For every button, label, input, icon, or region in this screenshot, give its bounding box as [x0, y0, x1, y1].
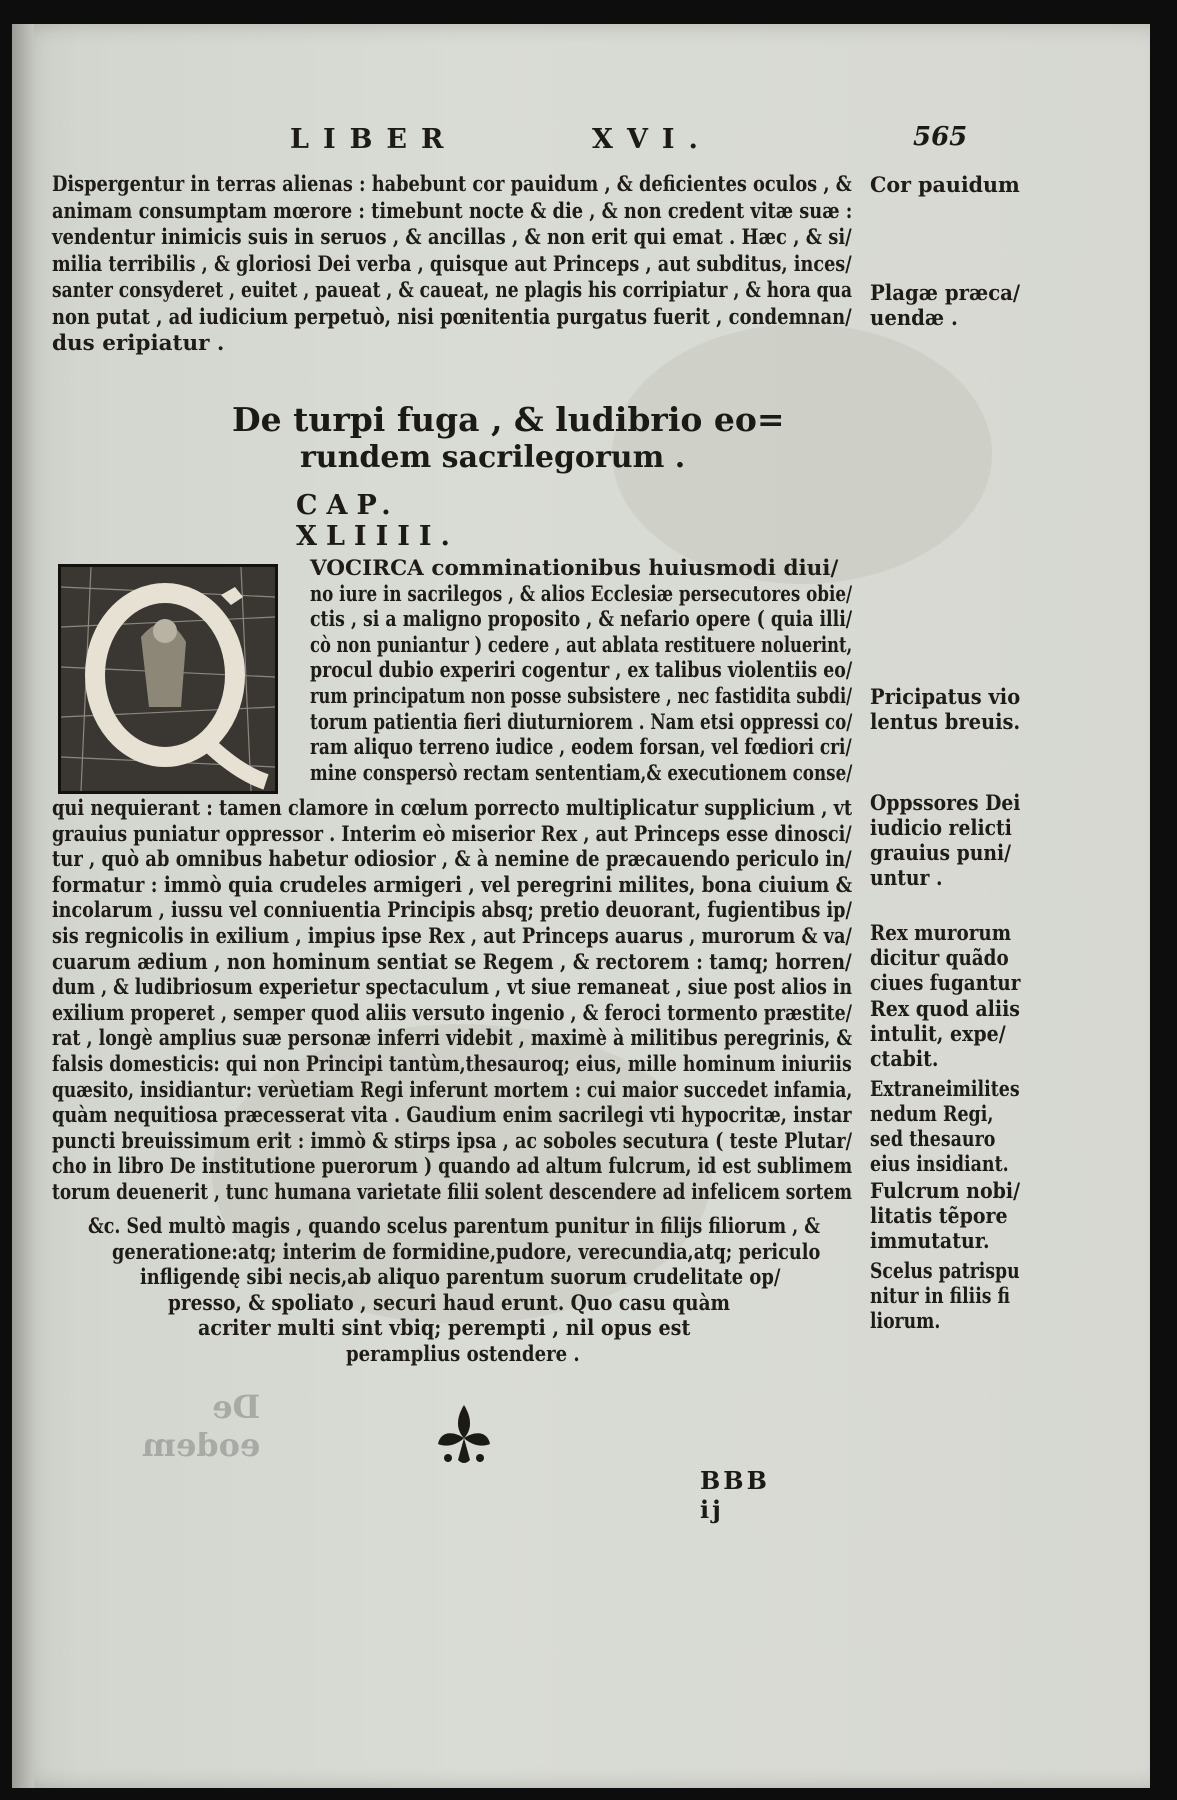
text-line: peramplius ostendere . [346, 1342, 580, 1367]
text-line: cho in libro De institutione puerorum ) quando ad altum fulcrum, id est sublimem [52, 1154, 853, 1180]
text-line: quàm nequitiosa præcesserat vita . Gaudium enim sacrilegi vti hypocritæ, instar [52, 1103, 852, 1129]
text-line: dus eripiatur . [52, 331, 225, 356]
text-line: rum principatum non posse subsistere , nec fastidita subdi/ [310, 684, 853, 709]
text-line: tur , quò ab omnibus habetur odiosior , & à nemine de præcauendo periculo in/ [52, 847, 852, 873]
margin-note: Cor pauidum [870, 172, 1020, 197]
text-line: ram aliquo terreno iudice , eodem forsan, vel fœdiori cri/ [310, 735, 852, 761]
text-line: non putat , ad iudicium perpetuò, nisi pœnitentia purgatus fuerit , condemnan/ [52, 304, 852, 330]
text-line: generatione:atq; interim de formidine,pudore, verecundia,atq; periculo [112, 1239, 821, 1265]
text-line: sis regnicolis in exilium , impius ipse Rex , aut Princeps auarus , murorum & va/ [52, 924, 852, 949]
text-line: Dispergentur in terras alienas : habebunt cor pauidum , & deficientes oculos , & [52, 172, 852, 197]
text-line: vendentur inimicis suis in seruos , & ancillas , & non erit qui emat . Hæc , & si/ [52, 225, 852, 250]
bleed-through-text: De eodem [142, 1388, 261, 1464]
text-line: &c. Sed multò magis , quando scelus parentum punitur in filijs filiorum , & [88, 1214, 821, 1239]
text-line: grauius puniatur oppressor . Interim eò miserior Rex , aut Princeps esse dinosci/ [52, 821, 852, 847]
margin-note: Plagæ præca/ uendæ . [870, 280, 1021, 330]
text-line: no iure in sacrilegos , & alios Ecclesiæ persecutores obie/ [310, 581, 853, 607]
signature-mark: BBB ij [700, 1466, 770, 1524]
margin-note: Rex murorum dicitur quãdo ciues fugantur [870, 920, 1021, 995]
text-line: cò non puniantur ) cedere , aut ablata restituere noluerint, [310, 632, 853, 658]
fleuron-ornament [434, 1400, 494, 1470]
margin-note: Pricipatus vio lentus breuis. [870, 684, 1021, 734]
woodcut-illustration [61, 567, 275, 791]
page-gutter [12, 24, 34, 1788]
text-line: qui nequierant : tamen clamore in cœlum porrecto multiplicatur supplicium , vt [52, 796, 853, 821]
margin-note: Rex quod aliis intulit, expe/ ctabit. [870, 996, 1020, 1071]
margin-note: Extraneimilites nedum Regi, sed thesauro eius insidiant. [870, 1076, 1020, 1176]
text-line: puncti breuissimum erit : immò & stirps ipsa , ac soboles secutura ( teste Plutar/ [52, 1128, 853, 1154]
text-line: mine conspersò rectam sententiam,& executionem conse/ [310, 760, 853, 786]
text-line: santer consyderet , euitet , paueat , & caueat, ne plagis his corripiatur , & hora qua [52, 278, 853, 303]
text-line: quæsito, insidiantur: verùetiam Regi inferunt mortem : cui maior succedet infamia, [52, 1077, 853, 1103]
running-head-liber: LIBER [290, 124, 458, 155]
text-line: acriter multi sint vbiq; perempti , nil opus est [198, 1316, 691, 1342]
text-line: procul dubio experiri cogentur , ex talibus violentiis eo/ [310, 658, 853, 684]
text-line: animam consumptam mœrore : timebunt nocte & die , & non credent vitæ suæ : [52, 198, 853, 224]
chapter-title-line2: rundem sacrilegorum . [300, 440, 686, 475]
margin-note: Fulcrum nobi/ litatis tẽpore immutatur. [870, 1178, 1021, 1253]
folio-number: 565 [913, 122, 968, 152]
chapter-number: CAP. XLIIII. [296, 490, 459, 552]
text-line: exilium properet , semper quod aliis versuto ingenio , & feroci tormento præstite/ [52, 1000, 853, 1026]
running-head-number: XVI. [592, 124, 712, 155]
margin-note: Oppssores Dei iudicio relicti grauius puni/ untur . [870, 790, 1021, 890]
text-line: incolarum , iussu vel conniuentia Principis absq; pretio deuorant, fugientibus ip/ [52, 898, 852, 924]
text-line: torum patientia fieri diuturniorem . Nam etsi oppressi co/ [310, 709, 853, 735]
decorated-initial [58, 564, 278, 794]
text-line: rat , longè amplius suæ personæ inferri videbit , maximè à militibus peregrinis, & [52, 1026, 853, 1052]
text-line: cuarum ædium , non hominum sentiat se Regem , & rectorem : tamq; horren/ [52, 949, 852, 975]
text-line: VOCIRCA comminationibus huiusmodi diui/ [310, 556, 839, 581]
text-line: presso, & spoliato , securi haud erunt. Quo casu quàm [168, 1290, 731, 1316]
text-line: torum deuenerit , tunc humana varietate filii solent descendere ad infelicem sortem [52, 1180, 853, 1205]
text-line: falsis domesticis: qui non Principi tantùm,thesauroq; eius, mille hominum iniuriis [52, 1052, 852, 1077]
text-line: ctis , si a maligno proposito , & nefario opere ( quia illi/ [310, 607, 853, 633]
text-line: formatur : immò quia crudeles armigeri , vel peregrini milites, bona ciuium & [52, 872, 853, 898]
text-line: infligendę sibi necis,ab aliquo parentum suorum crudelitate op/ [140, 1265, 781, 1291]
text-line: milia terribilis , & gloriosi Dei verba , quisque aut Princeps , aut subditus, inces/ [52, 251, 852, 277]
text-line: dum , & ludibriosum experietur spectaculum , vt siue remaneat , siue post alios in [52, 975, 853, 1001]
margin-note: Scelus patrispu nitur in filiis fi liorum. [870, 1258, 1020, 1333]
chapter-title-line1: De turpi fuga , & ludibrio eo= [232, 400, 785, 439]
